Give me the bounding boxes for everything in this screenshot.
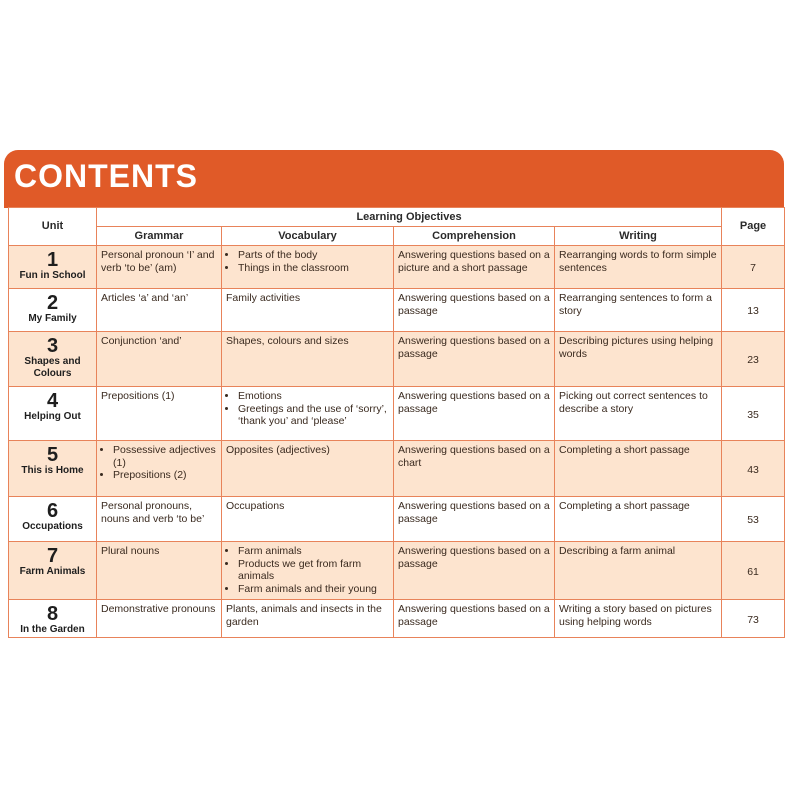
unit-number: 2 <box>46 292 59 314</box>
unit-number: 3 <box>46 335 59 357</box>
unit-name: Helping Out <box>24 411 81 422</box>
writing-cell: Picking out correct sentences to describe a story <box>555 387 722 441</box>
writing-cell: Rearranging words to form simple sentences <box>555 246 722 289</box>
grammar-cell <box>97 542 222 600</box>
header-writing: Writing <box>555 227 722 246</box>
contents-rows <box>9 246 785 638</box>
page-number: 13 <box>722 289 785 332</box>
unit-number: 8 <box>46 603 59 625</box>
vocabulary-list <box>226 249 389 274</box>
contents-card <box>4 150 784 640</box>
unit-cell <box>9 332 97 387</box>
unit-cell <box>9 497 97 542</box>
grammar-cell <box>97 441 222 497</box>
page-number: 73 <box>722 600 785 638</box>
header-page: Page <box>722 208 785 246</box>
vocabulary-cell <box>222 387 394 441</box>
unit-name: Shapes and Colours <box>24 356 81 379</box>
vocabulary-text: Plants, animals and insects in the garden <box>226 603 382 628</box>
vocabulary-list-item: • Greetings and the use of ‘sorry’, ‘thank you’ and ‘please’ <box>238 403 389 428</box>
vocabulary-text: Opposites (adjectives) <box>226 444 330 456</box>
comprehension-cell: Answering questions based on a passage <box>394 387 555 441</box>
table-row <box>9 600 785 638</box>
grammar-cell <box>97 387 222 441</box>
grammar-text: Demonstrative pronouns <box>101 603 216 615</box>
unit-number: 7 <box>46 545 59 567</box>
unit-name: My Family <box>28 313 77 324</box>
vocabulary-text: Shapes, colours and sizes <box>226 335 349 347</box>
table-row <box>9 289 785 332</box>
comprehension-cell: Answering questions based on a passage <box>394 332 555 387</box>
table-row <box>9 542 785 600</box>
grammar-list-item: • Possessive adjectives (1) <box>113 444 217 469</box>
table-row <box>9 497 785 542</box>
grammar-text: Plural nouns <box>101 545 160 557</box>
vocabulary-cell <box>222 332 394 387</box>
contents-table <box>8 207 785 638</box>
grammar-list <box>101 444 217 482</box>
header-vocabulary: Vocabulary <box>222 227 394 246</box>
grammar-cell <box>97 497 222 542</box>
unit-cell <box>9 289 97 332</box>
unit-cell <box>9 542 97 600</box>
vocabulary-list <box>226 390 389 428</box>
unit-number: 1 <box>46 249 59 271</box>
header-unit: Unit <box>9 208 97 246</box>
page-number: 43 <box>722 441 785 497</box>
comprehension-cell: Answering questions based on a passage <box>394 600 555 638</box>
grammar-cell <box>97 332 222 387</box>
comprehension-cell: Answering questions based on a passage <box>394 497 555 542</box>
writing-cell: Completing a short passage <box>555 441 722 497</box>
unit-name: Fun in School <box>19 270 86 281</box>
vocabulary-list-item: • Farm animals <box>238 545 389 558</box>
unit-name: Farm Animals <box>19 566 86 577</box>
vocabulary-list-item: • Emotions <box>238 390 389 403</box>
vocabulary-cell <box>222 542 394 600</box>
vocabulary-cell <box>222 441 394 497</box>
unit-number: 6 <box>46 500 59 522</box>
writing-cell: Completing a short passage <box>555 497 722 542</box>
page-number: 61 <box>722 542 785 600</box>
vocabulary-text: Occupations <box>226 500 285 512</box>
writing-cell: Describing pictures using helping words <box>555 332 722 387</box>
table-row <box>9 387 785 441</box>
unit-cell <box>9 246 97 289</box>
vocabulary-list-item: • Products we get from farm animals <box>238 558 389 583</box>
grammar-text: Prepositions (1) <box>101 390 175 402</box>
vocabulary-cell <box>222 246 394 289</box>
grammar-text: Personal pronoun ‘I’ and verb ‘to be’ (am) <box>101 249 215 274</box>
page-number: 35 <box>722 387 785 441</box>
unit-cell <box>9 441 97 497</box>
comprehension-cell: Answering questions based on a picture and a short passage <box>394 246 555 289</box>
header-grammar: Grammar <box>97 227 222 246</box>
vocabulary-cell <box>222 289 394 332</box>
table-row <box>9 332 785 387</box>
writing-cell: Rearranging sentences to form a story <box>555 289 722 332</box>
page-number: 23 <box>722 332 785 387</box>
grammar-text: Articles ‘a’ and ‘an’ <box>101 292 189 304</box>
page-title: CONTENTS <box>14 158 198 194</box>
comprehension-cell: Answering questions based on a passage <box>394 289 555 332</box>
unit-cell <box>9 387 97 441</box>
contents-banner <box>4 150 784 208</box>
writing-cell: Writing a story based on pictures using helping words <box>555 600 722 638</box>
page-number: 7 <box>722 246 785 289</box>
unit-name: Occupations <box>22 521 83 532</box>
table-row <box>9 246 785 289</box>
vocabulary-text: Family activities <box>226 292 301 304</box>
comprehension-cell: Answering questions based on a chart <box>394 441 555 497</box>
vocabulary-cell <box>222 497 394 542</box>
vocabulary-list-item: • Parts of the body <box>238 249 389 262</box>
grammar-text: Conjunction ‘and’ <box>101 335 182 347</box>
vocabulary-cell <box>222 600 394 638</box>
grammar-cell <box>97 600 222 638</box>
comprehension-cell: Answering questions based on a passage <box>394 542 555 600</box>
header-comprehension: Comprehension <box>394 227 555 246</box>
table-row <box>9 441 785 497</box>
grammar-list-item: • Prepositions (2) <box>113 469 217 482</box>
unit-cell <box>9 600 97 638</box>
vocabulary-list-item: • Things in the classroom <box>238 262 389 275</box>
grammar-text: Personal pronouns, nouns and verb ‘to be’ <box>101 500 205 525</box>
grammar-cell <box>97 289 222 332</box>
page-number: 53 <box>722 497 785 542</box>
unit-name: In the Garden <box>20 624 85 635</box>
unit-number: 5 <box>46 444 59 466</box>
header-learning-objectives: Learning Objectives <box>97 208 722 227</box>
vocabulary-list <box>226 545 389 595</box>
grammar-cell <box>97 246 222 289</box>
unit-name: This is Home <box>21 465 84 476</box>
vocabulary-list-item: • Farm animals and their young <box>238 583 389 596</box>
writing-cell: Describing a farm animal <box>555 542 722 600</box>
unit-number: 4 <box>46 390 59 412</box>
